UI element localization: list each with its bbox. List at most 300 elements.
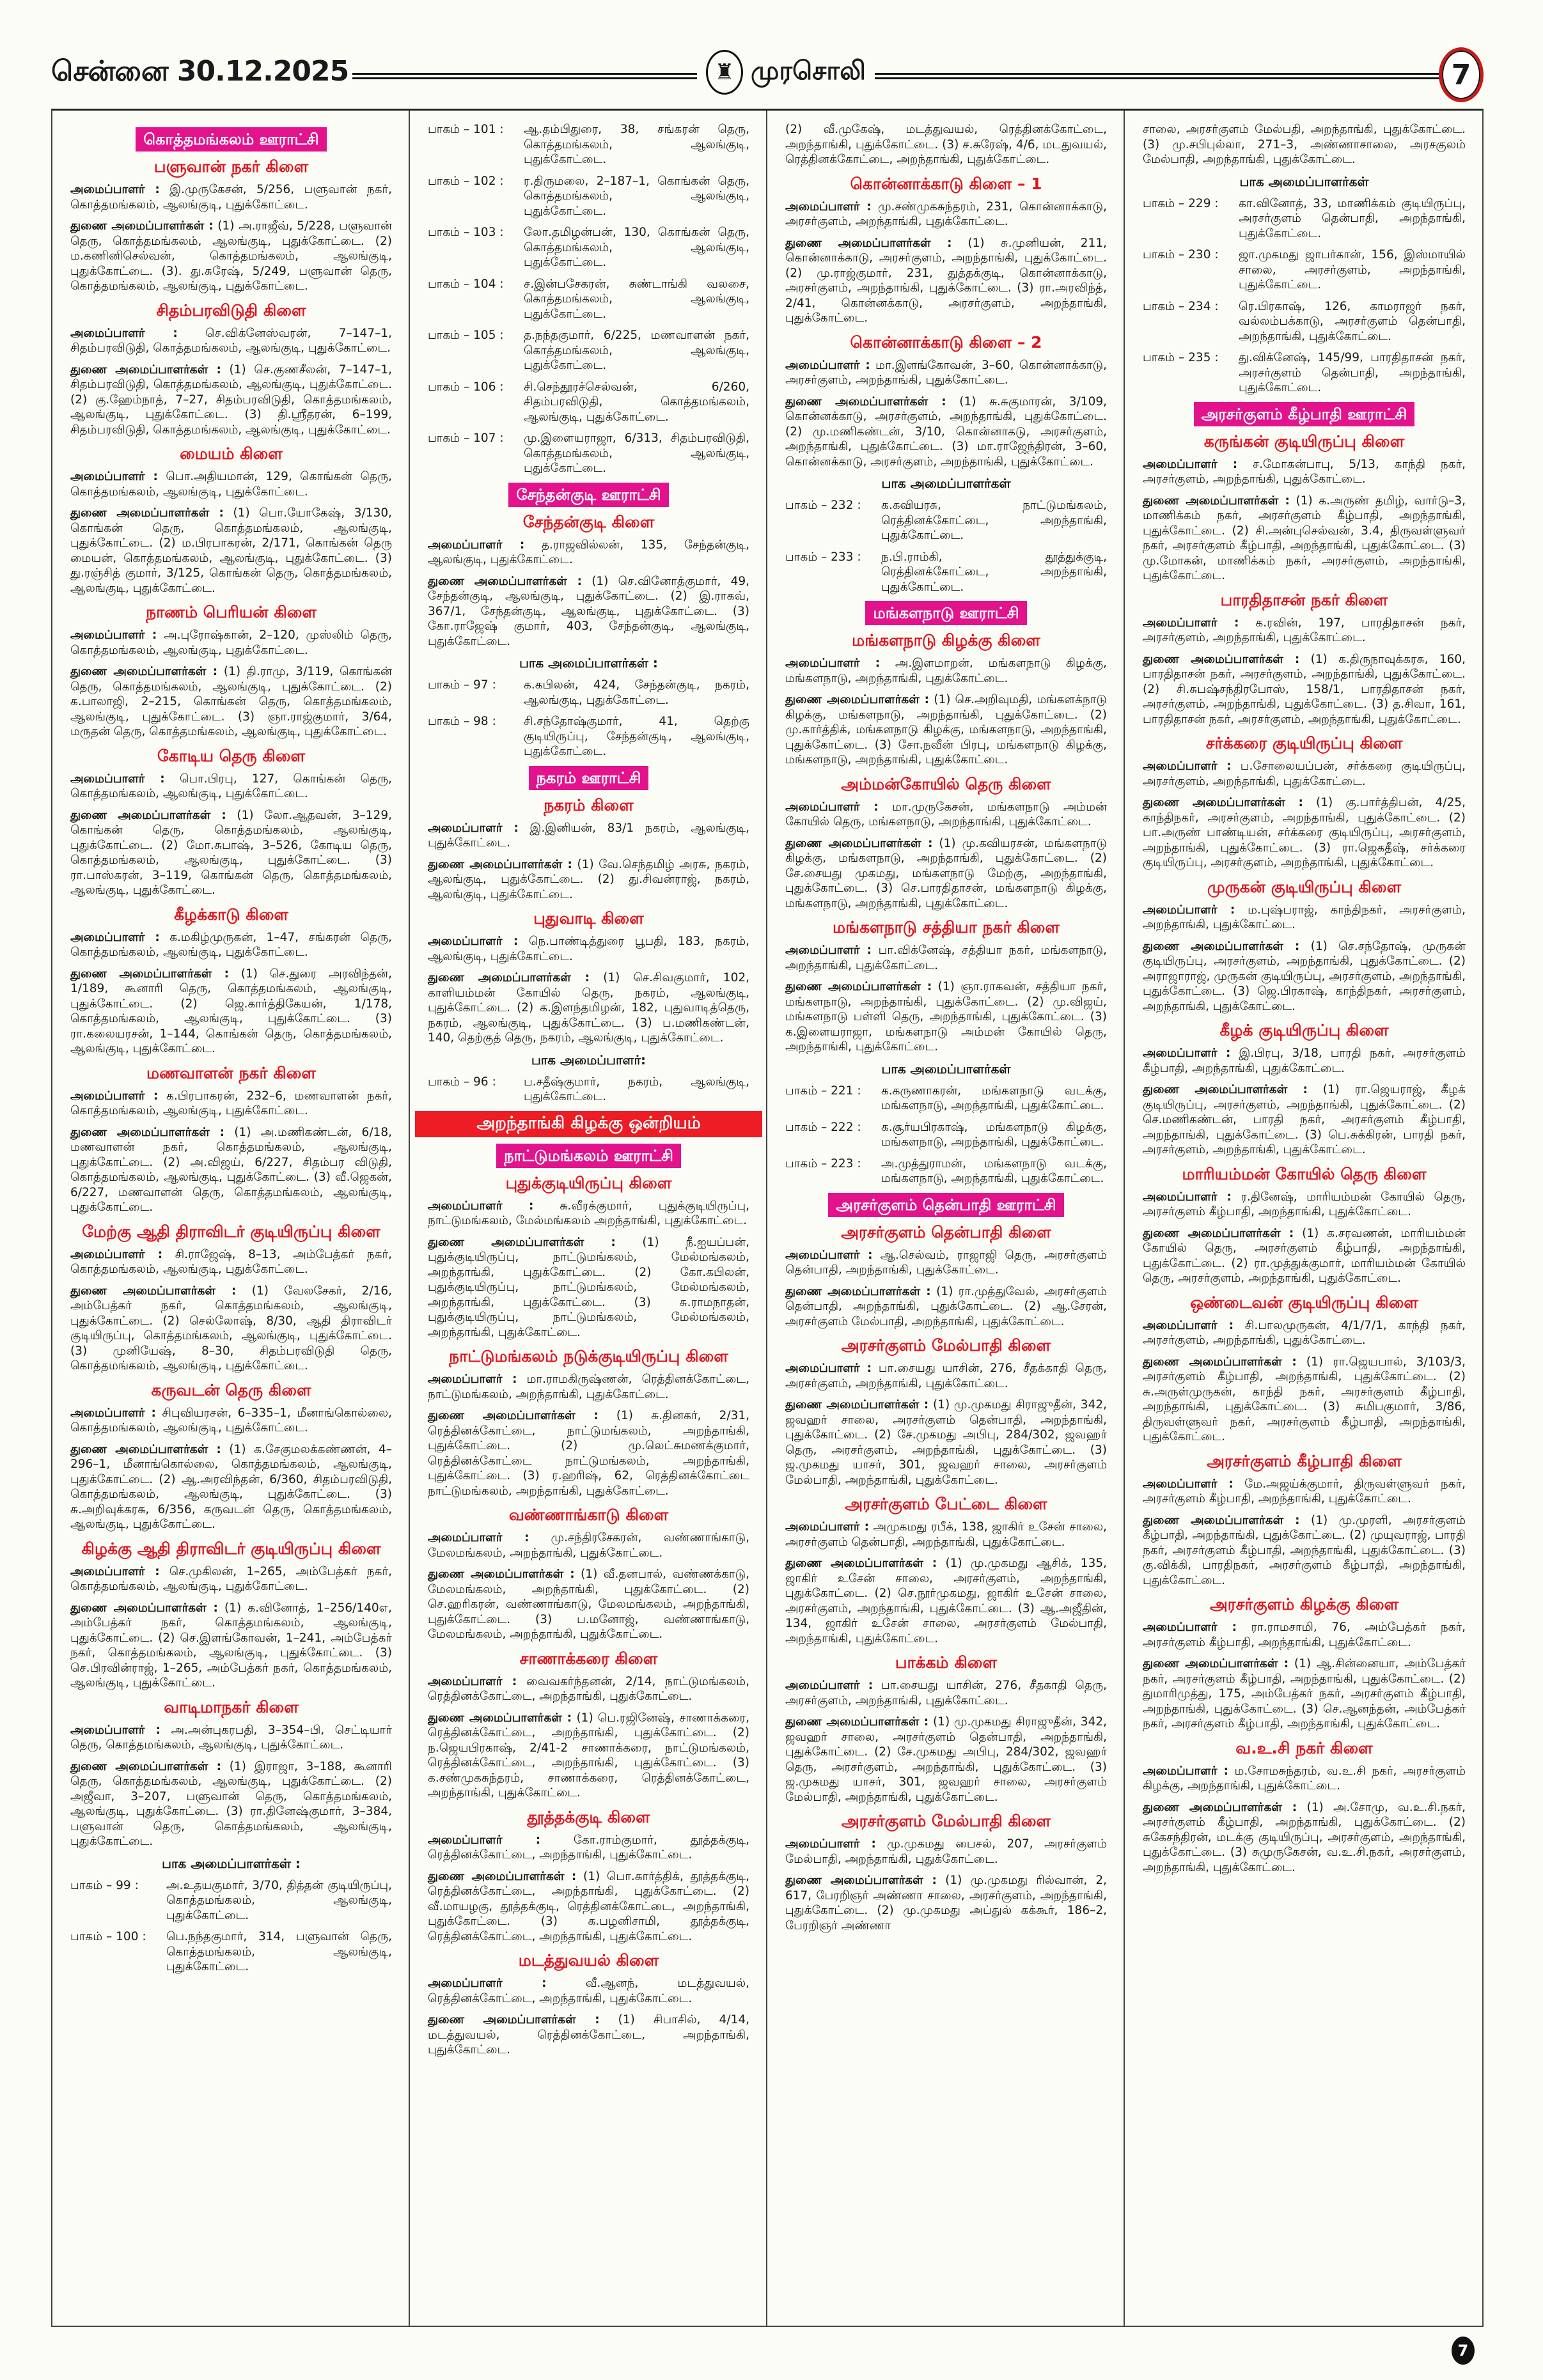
branch-heading: நாட்டுமங்கலம் நடுக்குடியிருப்பு கிளை [449, 1347, 728, 1365]
booth-number-label: பாகம் – 99 : [70, 1878, 139, 1892]
booth-organiser-entry [1143, 350, 1466, 396]
panchayat-heading: மங்களநாடு ஊராட்சி [865, 601, 1026, 625]
organiser-details: அ.இளமாறன், மங்களநாடு கிழக்கு, மங்களநாடு, அறந்தாங்கி, புதுக்கோட்டை. [785, 657, 1107, 685]
booth-number-label: பாகம் – 235 : [1143, 351, 1219, 364]
booth-organiser-entry [428, 1075, 749, 1105]
booth-number-label: பாகம் – 229 : [1143, 196, 1219, 210]
booth-organiser-details: த.நந்தகுமார், 6/225, மணவாளன் நகர், கொத்தமங்கலம், ஆலங்குடி, புதுக்கோட்டை. [524, 329, 749, 372]
role-label: அமைப்பாளர் : [70, 1723, 161, 1737]
role-label: அமைப்பாளர் : [1143, 903, 1235, 917]
branch-heading: கருங்கன் குடியிருப்பு கிளை [1203, 432, 1405, 451]
organiser-details: பா.சையது யாசின், 276, சீதக்காதி தெரு, அரசர்குளம், அறந்தாங்கி, புதுக்கோட்டை. [785, 1362, 1107, 1390]
content-columns [51, 109, 1484, 2327]
organiser-entry [1143, 795, 1466, 871]
booth-organiser-details: க.கருணாகரன், மங்களநாடு வடக்கு, மங்களநாடு, அறந்தாங்கி, புதுக்கோட்டை. [881, 1084, 1107, 1112]
organiser-entry [428, 1711, 749, 1801]
booth-organisers-heading: பாக அமைப்பாளர்: [531, 1052, 646, 1068]
role-label: துணை அமைப்பாளர்கள் : [428, 1409, 599, 1422]
organiser-entry [785, 836, 1107, 912]
panchayat-heading: நாட்டுமங்கலம் ஊராட்சி [496, 1144, 681, 1168]
organiser-details: (1) ஞா.ராகவன், சத்தியா நகர், மங்களநாடு, அறந்தாங்கி, புதுக்கோட்டை. (2) மு.விஜய், மங்களநாடு பள்ளி தெரு, அறந்தாங்கி, புதுக்கோட்டை. (3) க.இளையராஜா, மங்களநாடு அம்மன் கோயில் தெரு, அறந்தாங்கி, புதுக்கோட்டை. [785, 980, 1107, 1054]
organiser-entry [428, 1408, 749, 1498]
booth-organiser-entry [1143, 196, 1466, 242]
organiser-entry [785, 122, 1107, 167]
role-label: துணை அமைப்பாளர்கள் : [1143, 1083, 1308, 1096]
organiser-details: பா.சையது யாசின், 276, சீதகாதி தெரு, அரசர்குளம், அறந்தாங்கி, புதுக்கோட்டை. [785, 1679, 1107, 1707]
branch-heading: நாணம் பெரியன் கிளை [146, 603, 317, 621]
branch-heading: அம்மன்கோயில் தெரு கிளை [841, 774, 1051, 793]
role-label: அமைப்பாளர் : [428, 538, 525, 552]
booth-organiser-entry [785, 1120, 1107, 1150]
organiser-details: (1) சிபாசில், 4/14, மடத்துவயல், ரெத்தினக்கோட்டை, அறந்தாங்கி, புதுக்கோட்டை. [428, 2013, 749, 2057]
organiser-details: வீ.ஆனந், மடத்துவயல், ரெத்தினக்கோட்டை, அறந்தாங்கி, புதுக்கோட்டை. [428, 1977, 749, 2005]
organiser-entry [70, 506, 392, 596]
booth-organiser-details: அ.உதயகுமார், 3/70, தித்தன் குடியிருப்பு, கொத்தமங்கலம், ஆலங்குடி, புதுக்கோட்டை. [166, 1878, 392, 1922]
organiser-details: ச.மோகன்பாபு, 5/13, காந்தி நகர், அரசர்குளம், அறந்தாங்கி, புதுக்கோட்டை. [1143, 457, 1466, 486]
organiser-entry [70, 1125, 392, 1215]
role-label: துணை அமைப்பாளர்கள் : [70, 1601, 218, 1615]
role-label: துணை அமைப்பாளர்கள் : [70, 665, 218, 678]
organiser-entry [70, 930, 392, 960]
branch-heading: வாடிமாநகர் கிளை [164, 1697, 299, 1716]
column-4 [1125, 111, 1482, 2326]
branch-heading: மடத்துவயல் கிளை [518, 1951, 659, 1970]
branch-heading: மையம் கிளை [180, 444, 283, 463]
booth-organiser-details: அ.முத்துராமன், மங்களநாடு வடக்கு, மங்களநாடு, அறந்தாங்கி, புதுக்கோட்டை. [881, 1156, 1107, 1185]
organiser-details: ர.தினேஷ், மாரியம்மன் கோயில் தெரு, அரசர்குளம் கீழ்பாதி, அறந்தாங்கி, புதுக்கோட்டை. [1143, 1190, 1466, 1218]
role-label: அமைப்பாளர் : [70, 1089, 159, 1103]
booth-number-label: பாகம் – 221 : [785, 1084, 861, 1098]
organiser-details: (1) நீ.ஐயப்பன், புதுக்குடியிருப்பு, நாட்டுமங்கலம், மேல்மங்கலம், அறந்தாங்கி, புதுக்கோட்டை. (2) கோ.கபிலன், புதுக்குடியிருப்பு, நாட்டுமங்கலம், மேல்மங்கலம், அறந்தாங்கி, புதுக்கோட்டை. (3) சு.ராமநாதன், புதுக்குடியிருப்பு, நாட்டுமங்கலம், மேல்மங்கலம், அறந்தாங்கி, புதுக்கோட்டை. [428, 1235, 749, 1339]
organiser-details: மா.ராமகிருஷ்ணன், ரெத்தினக்கோட்டை, நாட்டுமங்கலம், அறந்தாங்கி, புதுக்கோட்டை. [428, 1373, 749, 1401]
organiser-details: (1) பொ.கார்த்திக், தூத்தக்குடி, ரெத்தினக்கோட்டை, அறந்தாங்கி, புதுக்கோட்டை. (2) வீ.மாயழகு, தூத்தக்குடி, ரெத்தினக்கோட்டை, அறந்தாங்கி, புதுக்கோட்டை. (3) க.பழனிசாமி, தூத்தக்குடி, ரெத்தினக்கோட்டை, அறந்தாங்கி, புதுக்கோட்டை. [428, 1869, 749, 1943]
organiser-entry [428, 1674, 749, 1704]
organiser-entry [428, 1199, 749, 1229]
role-label: துணை அமைப்பாளர்கள் : [1143, 1657, 1289, 1670]
organiser-entry [785, 1873, 1107, 1933]
role-label: அமைப்பாளர் : [1143, 616, 1239, 630]
organiser-details: பொ.பிரபு, 127, கொங்கன் தெரு, கொத்தமங்கலம், ஆலங்குடி, புதுக்கோட்டை. [70, 772, 392, 800]
organiser-details: செ.விக்னேஸ்வரன், 7–147–1, சிதம்பரவிடுதி, கொத்தமங்கலம், ஆலங்குடி, புதுக்கோட்டை. [70, 326, 392, 355]
booth-organiser-entry [1143, 299, 1466, 345]
role-label: துணை அமைப்பாளர்கள் : [1143, 939, 1300, 953]
role-label: அமைப்பாளர் : [1143, 1318, 1234, 1332]
organiser-details: (1) செ.துரை அரவிந்தன், 1/189, கூனாரி தெரு, கொத்தமங்கலம், ஆலங்குடி, புதுக்கோட்டை. (2) ஜெ.கார்த்திகேயன், 1/178, கொத்தமங்கலம், ஆலங்குடி, புதுக்கோட்டை. (3) ரா.கலையரசன், 1–144, கொங்கன் தெரு, கொத்தமங்கலம், ஆலங்குடி, புதுக்கோட்டை. [70, 967, 392, 1055]
organiser-entry [1143, 1046, 1466, 1076]
organiser-entry [785, 199, 1107, 229]
organiser-entry [70, 772, 392, 802]
role-label: அமைப்பாளர் : [428, 1674, 517, 1688]
booth-organiser-details: து.விக்னேஷ், 145/99, பாரதிதாசன் நகர், அரசர்குளம் தென்பாதி, அறந்தாங்கி, புதுக்கோட்டை. [1239, 351, 1466, 394]
branch-heading: கொன்னாக்காடு கிளை – 2 [850, 332, 1042, 352]
organiser-entry [428, 1833, 749, 1863]
organiser-entry [785, 979, 1107, 1055]
organiser-entry [428, 934, 749, 964]
organiser-details: பா.விக்னேஷ், சத்தியா நகர், மங்களநாடு, அறந்தாங்கி, புதுக்கோட்டை. [785, 944, 1107, 972]
role-label: துணை அமைப்பாளர்கள் : [70, 219, 214, 233]
role-label: அமைப்பாளர் : [70, 1247, 163, 1261]
role-label: துணை அமைப்பாளர்கள் : [785, 1874, 937, 1887]
organiser-entry [428, 821, 749, 851]
role-label: துணை அமைப்பாளர்கள் : [785, 394, 946, 408]
role-label: அமைப்பாளர் : [428, 1373, 517, 1386]
booth-number-label: பாகம் – 234 : [1143, 299, 1219, 313]
branch-heading: வ.உ.சி நகர் கிளை [1235, 1738, 1373, 1757]
organiser-entry [1143, 1477, 1466, 1507]
booth-organiser-entry [70, 1929, 392, 1975]
organiser-details: (1) சு.தினகர், 2/31, ரெத்தினக்கோட்டை, நாட்டுமங்கலம், அறந்தாங்கி, புதுக்கோட்டை. (2) மு.லெட்சுமணக்குமார், ரெத்தினக்கோட்டை நாட்டுமங்கலம், அறந்தாங்கி, புதுக்கோட்டை. (3) ர.ஹரிஷ், 62, ரெத்தினக்கோட்டை நாட்டுமங்கலம், அறந்தாங்கி, புதுக்கோட்டை. [428, 1409, 749, 1498]
branch-heading: பாக்கம் கிளை [895, 1653, 998, 1672]
organiser-details: சி.ராஜேஷ், 8–13, அம்பேத்கர் நகர், கொத்தமங்கலம், ஆலங்குடி, புதுக்கோட்டை. [70, 1247, 392, 1276]
booth-organiser-entry [428, 328, 749, 373]
booth-organiser-entry [1143, 247, 1466, 293]
role-label: துணை அமைப்பாளர்கள் : [70, 362, 221, 377]
booth-organiser-details: ர.திருமலை, 2–187–1, கொங்கன் தெரு, கொத்தமங்கலம், ஆலங்குடி, புதுக்கோட்டை. [524, 174, 749, 218]
organiser-details: ப.சோலையப்பன், சர்க்கரை குடியிருப்பு, அரசர்குளம், அறந்தாங்கி, புதுக்கோட்டை. [1143, 759, 1466, 788]
role-label: துணை அமைப்பாளர்கள் : [785, 1398, 929, 1412]
organiser-details: (1) மு.முகமது சிராஜுதீன், 342, ஜவஹர் சாலை, அரசர்குளம் தென்பாதி, அறந்தாங்கி, புதுக்கோட்டை. (2) சே.முகமது அபிபு, 284/302, ஜவஹர் தெரு, அரசர்குளம், அறந்தாங்கி, புதுக்கோட்டை. (3) ஜ.முகமது யாசர், 301, ஜவஹர் சாலை, அரசர்குளம் மேல்பாதி, அறந்தாங்கி, புதுக்கோட்டை. [785, 1715, 1107, 1804]
branch-heading: அரசர்குளம் மேல்பாதி கிளை [841, 1812, 1051, 1830]
panchayat-heading: கொத்தமங்கலம் ஊராட்சி [136, 127, 326, 152]
organiser-details: (1) லோ.ஆதவன், 3–129, கொங்கன் தெரு, கொத்தமங்கலம், ஆலங்குடி, புதுக்கோட்டை. (2) மோ.சுபாஷ், 3–526, கோடிய தெரு, கொத்தமங்கலம், ஆலங்குடி, புதுக்கோட்டை. (3) ரா.பாஸ்கரன், 3–119, கொங்கன் தெரு, கொத்தமங்கலம், ஆலங்குடி, புதுக்கோட்டை. [70, 808, 392, 897]
organiser-details: பொ.அதியமான், 129, கொங்கன் தெரு, கொத்தமங்கலம், ஆலங்குடி, புதுக்கோட்டை. [70, 470, 392, 499]
booth-organiser-entry [428, 225, 749, 270]
role-label: அமைப்பாளர் : [785, 1248, 873, 1262]
organiser-entry [428, 1235, 749, 1341]
booth-organisers-heading: பாக அமைப்பாளர்கள் [881, 476, 1011, 491]
booth-organisers-heading: பாக அமைப்பாளர்கள் [881, 1061, 1011, 1077]
booth-number-label: பாகம் – 101 : [428, 123, 504, 136]
booth-organiser-entry [428, 714, 749, 759]
role-label: துணை அமைப்பாளர்கள் : [70, 1125, 225, 1139]
role-label: அமைப்பாளர் : [70, 1564, 160, 1578]
organiser-details: க.மகிழ்முருகன், 1–47, சங்கரன் தெரு, கொத்தமங்கலம், ஆலங்குடி, புதுக்கோட்டை. [70, 930, 392, 959]
role-label: துணை அமைப்பாளர்கள் : [428, 857, 572, 871]
organiser-details: (1) க.வினோத், 1–256/140எ, அம்பேத்கர் நகர், கொத்தமங்கலம், ஆலங்குடி, புதுக்கோட்டை. (2) செ.இளங்கோவன், 1–241, அம்பேத்கர் நகர், கொத்தமங்கலம், ஆலங்குடி, புதுக்கோட்டை. (3) செ.பிரவின்ராஜ், 1–265, அம்பேத்கர் நகர், கொத்தமங்கலம், ஆலங்குடி, புதுக்கோட்டை. [70, 1601, 392, 1690]
role-label: அமைப்பாளர் : [1143, 1621, 1237, 1634]
role-label: துணை அமைப்பாளர்கள் : [428, 971, 590, 984]
organiser-entry [428, 574, 749, 649]
organiser-details: த.ராஜவில்லன், 135, சேந்தன்குடி, ஆலங்குடி, புதுக்கோட்டை. [428, 538, 749, 566]
role-label: அமைப்பாளர் : [428, 821, 519, 835]
role-label: அமைப்பாளர் : [785, 1679, 873, 1692]
organiser-entry [1143, 759, 1466, 789]
page-number-badge: 7 [1439, 47, 1484, 102]
organiser-entry [70, 967, 392, 1057]
role-label: அமைப்பாளர் : [785, 199, 872, 214]
organiser-entry [1143, 1656, 1466, 1732]
organiser-entry [428, 1530, 749, 1560]
role-label: துணை அமைப்பாளர்கள் : [1143, 1355, 1297, 1369]
role-label: அமைப்பாளர் : [785, 800, 879, 814]
booth-organiser-details: சி.செந்தூரச்செல்வன், 6/260, சிதம்பரவிடுதி, கொத்தமங்கலம், ஆலங்குடி, புதுக்கோட்டை. [524, 380, 749, 424]
organiser-entry [70, 1759, 392, 1849]
role-label: துணை அமைப்பாளர்கள் : [1143, 796, 1303, 809]
role-label: துணை அமைப்பாளர்கள் : [428, 1235, 616, 1249]
booth-organiser-details: ந.பி.ராம்கி, தூத்துக்குடி, ரெத்தினக்கோட்டை, அறந்தாங்கி, புதுக்கோட்டை. [881, 550, 1107, 594]
role-label: துணை அமைப்பாளர்கள் : [428, 1869, 577, 1883]
role-label: அமைப்பாளர் : [785, 1520, 870, 1534]
booth-organiser-details: க.சூர்யபிரகாஷ், மங்களநாடு கிழக்கு, மங்களநாடு, அறந்தாங்கி, புதுக்கோட்டை. [881, 1120, 1107, 1149]
role-label: துணை அமைப்பாளர்கள் : [428, 574, 583, 588]
branch-heading: மங்களநாடு கிழக்கு கிளை [852, 631, 1040, 649]
role-label: துணை அமைப்பாளர்கள் : [428, 1711, 572, 1725]
organiser-details: (1) செ.சிவகுமார், 102, காளியம்மன் கோயில் தெரு, நகரம், ஆலங்குடி, புதுக்கோட்டை. (2) க.இளந்தமிழன், 182, புதுவாடித்தெரு, நகரம், ஆலங்குடி, புதுக்கோட்டை. (3) ப.மணிகண்டன், 140, தெற்குத் தெரு, நகரம், ஆலங்குடி, புதுக்கோட்டை. [428, 971, 749, 1045]
organiser-details: (1) பெ.ரஜினேஷ், சாணாக்கரை, ரெத்தினக்கோட்டை, அறந்தாங்கி, புதுக்கோட்டை. (2) ந.ஜெயபிரகாஷ், 2/41-2 சாணாக்கரை, நாட்டுமங்கலம், ரெத்தினக்கோட்டை, அறந்தாங்கி, புதுக்கோட்டை. (3) க.சண்முகசுந்தரம், சாணாக்கரை, ரெத்தினக்கோட்டை, அறந்தாங்கி, புதுக்கோட்டை. [428, 1711, 749, 1800]
column-2 [410, 111, 767, 2326]
organiser-entry [785, 692, 1107, 768]
organiser-details: சி.பாலமுருகன், 4/1/7/1, காந்தி நகர், அரசர்குளம், அறந்தாங்கி, புதுக்கோட்டை. [1143, 1318, 1466, 1347]
organiser-details: (1) மு.கவியரசன், மங்களநாடு கிழக்கு, மங்களநாடு, அறந்தாங்கி, புதுக்கோட்டை. (2) சே.சையது முகமது, மங்களநாடு மேற்கு, அறந்தாங்கி, புதுக்கோட்டை. (3) செ.பாரதிதாசன், மங்களநாடு கிழக்கு, மங்களநாடு, அறந்தாங்கி, புதுக்கோட்டை. [785, 836, 1107, 910]
organiser-details: செ.முகிலன், 1–265, அம்பேத்கர் நகர், கொத்தமங்கலம், ஆலங்குடி, புதுக்கோட்டை. [70, 1564, 392, 1593]
organiser-details: (1) அ.மணிகண்டன், 6/18, மணவாளன் நகர், கொத்தமங்கலம், ஆலங்குடி, புதுக்கோட்டை. (2) அ.விஜய், 6/227, சிதம்பர விடுதி, கொத்தமங்கலம், ஆலங்குடி, புதுக்கோட்டை. (3) வீ.ஜெகன், 6/227, மணவாளன் தெரு, கொத்தமங்கலம், ஆலங்குடி, புதுக்கோட்டை. [70, 1125, 392, 1214]
booth-organiser-details: ஜா.முகமது ஜாபர்கான், 156, இஸ்மாயில் சாலை, அரசர்குளம், அறந்தாங்கி, புதுக்கோட்டை. [1239, 248, 1466, 292]
booth-organiser-entry [70, 1878, 392, 1924]
organiser-details: (1) பொ.யோகேஷ், 3/130, கொங்கன் தெரு, கொத்தமங்கலம், ஆலங்குடி, புதுக்கோட்டை. (2) ம.பிரபாகரன், 2/171, கொங்கன் தெரு மையன், கொத்தமங்கலம், ஆலங்குடி, புதுக்கோட்டை. (3) து.ரஞ்சித் குமார், 3/125, கொங்கன் தெரு, கொத்தமங்கலம், ஆலங்குடி, புதுக்கோட்டை. [70, 506, 392, 595]
organiser-entry [70, 362, 392, 438]
organiser-entry [785, 800, 1107, 830]
organiser-entry [1143, 1190, 1466, 1220]
branch-heading: அரசர்குளம் தென்பாதி கிளை [841, 1222, 1051, 1241]
role-label: அமைப்பாளர் : [428, 1531, 529, 1544]
role-label: அமைப்பாளர் : [70, 470, 158, 483]
role-label: அமைப்பாளர் : [785, 657, 881, 670]
organiser-details: அ.அன்புகரபதி, 3–354–பி, செட்டியார் தெரு, கொத்தமங்கலம், ஆலங்குடி, புதுக்கோட்டை. [70, 1723, 392, 1752]
organiser-entry [785, 1556, 1107, 1646]
organiser-details: இ.முருகேசன், 5/256, பளுவான் நகர், கொத்தமங்கலம், ஆலங்குடி, புதுக்கோட்டை. [70, 183, 392, 212]
organiser-details: (1) மு.முகமது சிராஜுதீன், 342, ஜவஹர் சாலை, அரசர்குளம் தென்பாதி, அறந்தாங்கி, புதுக்கோட்டை. (2) சே.முகமது அபிபு, 284/302, ஜவஹர் தெரு, அரசர்குளம், அறந்தாங்கி, புதுக்கோட்டை. (3) ஜ.முகமது யாசர், 301, ஜவஹர் சாலை, அரசர்குளம் மேல்பாதி, அறந்தாங்கி, புதுக்கோட்டை. [785, 1398, 1107, 1487]
role-label: துணை அமைப்பாளர்கள் : [785, 1557, 937, 1570]
organiser-details: இ.பிரபு, 3/18, பாரதி நகர், அரசர்குளம் கீழ்பாதி, அறந்தாங்கி, புதுக்கோட்டை. [1143, 1046, 1466, 1075]
role-label: துணை அமைப்பாளர்கள் : [428, 1567, 575, 1581]
role-label: துணை அமைப்பாளர்கள் : [428, 2013, 600, 2026]
organiser-details: (2) வீ.முகேஷ், மடத்துவயல், ரெத்தினக்கோட்டை, அறந்தாங்கி, புதுக்கோட்டை. (3) ச.சுரேஷ், 4/6, மடதுவயல், ரெத்தினக்கோட்டை, அறந்தாங்கி, புதுக்கோட்டை. [785, 123, 1107, 166]
organiser-details: (1) க.சரவணன், மாரியம்மன் கோயில் தெரு, அரசர்குளம் கீழ்பாதி, அறந்தாங்கி, புதுக்கோட்டை. (2) ரா.முத்துக்குமார், மாரியம்மன் கோயில் தெரு, அரசர்குளம், அறந்தாங்கி, புதுக்கோட்டை. [1143, 1226, 1466, 1285]
branch-heading: ஒண்டைவன் குடியிருப்பு கிளை [1190, 1293, 1418, 1312]
booth-number-label: பாகம் – 96 : [428, 1075, 496, 1089]
panchayat-heading: நகரம் ஊராட்சி [529, 766, 649, 790]
organiser-details: மு.சந்திரசேகரன், வண்ணாங்காடு, மேலமங்கலம், அறந்தாங்கி, புதுக்கோட்டை. [428, 1531, 749, 1560]
organiser-entry [70, 326, 392, 356]
organiser-entry [70, 664, 392, 740]
organiser-details: (1) அ.சோமு, வ.உ.சி.நகர், அரசர்குளம் கீழ்பாதி, அறந்தாங்கி, புதுக்கோட்டை. (2) சுகேசந்திரன், மடக்கு குடியிருப்பு, அரசர்குளம், அறந்தாங்கி, புதுக்கோட்டை. (3) சுமுருகேசன், வ.உ.சி.நகர், அரசர்குளம், அறந்தாங்கி, புதுக்கோட்டை. [1143, 1800, 1466, 1874]
organiser-details: (1) ரா.ஜெயராஜ், கீழக் குடியிருப்பு, அரசர்குளம், அறந்தாங்கி, புதுக்கோட்டை. (2) செ.மணிகண்டன், பாரதி நகர், அரசர்குளம் கீழ்பாதி, அறந்தாங்கி, புதுக்கோட்டை. (3) பெ.சுக்கிரன், பாரதி நகர், அரசர்குளம், அறந்தாங்கி, புதுக்கோட்டை. [1143, 1083, 1466, 1156]
booth-number-label: பாகம் – 98 : [428, 715, 496, 728]
organiser-entry [428, 970, 749, 1046]
role-label: துணை அமைப்பாளர்கள் : [785, 1284, 931, 1298]
organiser-entry [1143, 1082, 1466, 1158]
organiser-details: வைவகர்ந்தனன், 2/14, நாட்டுமங்கலம், ரெத்தினக்கோட்டை, அறந்தாங்கி, புதுக்கோட்டை. [428, 1674, 749, 1703]
booth-number-label: பாகம் – 107 : [428, 432, 504, 445]
organiser-entry [785, 1397, 1107, 1488]
organiser-entry [785, 236, 1107, 326]
organiser-details: (1) ரா.முத்துவேல், அரசர்குளம் தென்பாதி, அறந்தாங்கி, புதுக்கோட்டை. (2) ஆ.சேரன், அரசர்குளம் மேல்பாதி, அறந்தாங்கி, புதுக்கோட்டை. [785, 1284, 1107, 1328]
branch-heading: சர்க்கரை குடியிருப்பு கிளை [1205, 734, 1403, 752]
organiser-entry [785, 943, 1107, 973]
booth-organisers-heading: பாக அமைப்பாளர்கள் : [162, 1855, 301, 1871]
organiser-entry [70, 1442, 392, 1532]
organiser-entry [785, 1678, 1107, 1708]
booth-organiser-entry [785, 498, 1107, 543]
organiser-details: கோ.ராம்குமார், தூத்தக்குடி, ரெத்தினக்கோட்டை, அறந்தாங்கி, புதுக்கோட்டை. [428, 1833, 749, 1862]
organiser-entry [785, 1520, 1107, 1550]
organiser-details: (1) செ.குணசீலன், 7–147–1, சிதம்பரவிடுதி, கொத்தமங்கலம், ஆலங்குடி, புதுக்கோட்டை. (2) கு.ஹேம்நாத், 7–27, சிதம்பரவிடுதி, கொத்தமங்கலம், ஆலங்குடி, புதுக்கோட்டை. (3) தி.ஸ்ரீதரன், 6–199, சிதம்பரவிடுதி, கொத்தமங்கலம், ஆலங்குடி, புதுக்கோட்டை. [70, 362, 392, 437]
organiser-details: (1) கு.பார்த்திபன், 4/25, காந்திநகர், அரசர்குளம், அறந்தாங்கி, புதுக்கோட்டை. (2) பா.அருண் பாண்டியன், சர்க்கரை குடியிருப்பு, அரசர்குளம், அறந்தாங்கி, புதுக்கோட்டை. (3) ரா.ஜெகதீஷ், சர்க்கரை குடியிருப்பு, அரசர்குளம், அறந்தாங்கி, புதுக்கோட்டை. [1143, 796, 1466, 869]
role-label: அமைப்பாளர் : [428, 1199, 534, 1213]
role-label: துணை அமைப்பாளர்கள் : [70, 1759, 222, 1773]
organiser-entry [1143, 1355, 1466, 1445]
role-label: துணை அமைப்பாளர்கள் : [70, 967, 230, 981]
logo-text: முரசொலி [751, 56, 866, 86]
organiser-details: இ.இனியன், 83/1 நகரம், ஆலங்குடி, புதுக்கோட்டை. [428, 821, 749, 850]
booth-organiser-entry [428, 174, 749, 219]
booth-number-label: பாகம் – 232 : [785, 499, 861, 512]
role-label: அமைப்பாளர் : [785, 358, 870, 372]
branch-heading: மாரியம்மன் கோயில் தெரு கிளை [1182, 1164, 1427, 1183]
role-label: அமைப்பாளர் : [70, 1406, 156, 1420]
branch-heading: நகரம் கிளை [544, 795, 634, 814]
organiser-entry [70, 1089, 392, 1119]
branch-heading: பளுவான் நகர் கிளை [153, 157, 309, 176]
branch-heading: அரசர்குளம் கிழக்கு கிளை [1209, 1595, 1399, 1614]
organiser-details: மு.முகமது பைசல், 207, அரசர்குளம் மேல்பாதி, அறந்தாங்கி, புதுக்கோட்டை. [785, 1837, 1107, 1866]
organiser-details: (1) இராஜா, 3–188, கூனாரி தெரு, கொத்தமங்கலம், ஆலங்குடி, புதுக்கோட்டை. (2) அஜீவா, 3–207, பளுவான் தெரு, கொத்தமங்கலம், ஆலங்குடி, புதுக்கோட்டை. (3) ரா.தினேஷ்குமார், 3–384, பளுவான் தெரு, கொத்தமங்கலம், ஆலங்குடி, புதுக்கோட்டை. [70, 1759, 392, 1848]
booth-organiser-entry [785, 1084, 1107, 1114]
organiser-details: அ.புரோஷ்கான், 2–120, முஸ்லிம் தெரு, கொத்தமங்கலம், ஆலங்குடி, புதுக்கோட்டை. [70, 628, 392, 657]
branch-heading: கோடிய தெரு கிளை [157, 746, 306, 765]
organiser-entry [70, 1723, 392, 1753]
organiser-details: மு.சண்முகசுந்தரம், 231, கொன்னாக்காடு, அரசர்குளம், அறந்தாங்கி, புதுக்கோட்டை. [785, 199, 1107, 228]
booth-organisers-heading: பாக அமைப்பாளர்கள் [1239, 173, 1369, 189]
organiser-details: ம.புஷ்பராஜ், காந்திநகர், அரசர்குளம், அறந்தாங்கி, புதுக்கோட்டை. [1143, 903, 1466, 931]
role-label: அமைப்பாளர் : [1143, 1190, 1232, 1204]
branch-heading: கீழக் குடியிருப்பு கிளை [1219, 1021, 1389, 1039]
role-label: அமைப்பாளர் : [1143, 1764, 1228, 1778]
panchayat-heading: சேந்தன்குடி ஊராட்சி [508, 483, 668, 507]
role-label: துணை அமைப்பாளர்கள் : [785, 1715, 929, 1729]
organiser-details: (1) தி.ராமு, 3/119, கொங்கன் தெரு, கொத்தமங்கலம், ஆலங்குடி, புதுக்கோட்டை. (2) க.பாலாஜி, 2–215, கொங்கன் தெரு, கொத்தமங்கலம், ஆலங்குடி, புதுக்கோட்டை. (3) ஞா.ராஜ்குமார், 3/64, மருதன் தெரு, கொத்தமங்கலம், ஆலங்குடி, புதுக்கோட்டை. [70, 665, 392, 738]
organiser-entry [785, 358, 1107, 388]
branch-heading: முருகன் குடியிருப்பு கிளை [1207, 877, 1402, 896]
booth-organiser-details: ப.சதீஷ்குமார், நகரம், ஆலங்குடி, புதுக்கோட்டை. [524, 1075, 749, 1103]
organiser-entry [70, 628, 392, 658]
organiser-details: (1) க.திருநாவுக்கரசு, 160, பாரதிதாசன் நகர், அரசர்குளம், அறந்தாங்கி, புதுக்கோட்டை. (2) சி.சுபஷ்சந்திரபோஸ், 158/1, பாரதிதாசன் நகர், அரசர்குளம், அறந்தாங்கி, புதுக்கோட்டை. (3) த.சிவா, 161, பாரதிதாசன் நகர், அரசர்குளம், அறந்தாங்கி, புதுக்கோட்டை. [1143, 652, 1466, 726]
branch-heading: கிழக்கு ஆதி திராவிடர் குடியிருப்பு கிளை [81, 1539, 381, 1558]
organiser-details: (1) ரா.ஜெயபால், 3/103/3, அரசர்குளம் கீழ்பாதி, அறந்தாங்கி, புதுக்கோட்டை. (2) சு.அருள்முருகன், காந்தி நகர், அரசர்குளம் கீழ்பாதி, அறந்தாங்கி, புதுக்கோட்டை. (3) சுமிபகுமார், 3/86, திருவள்ளுவர் நகர், அரசர்குளம் கீழ்பாதி, அறந்தாங்கி, புதுக்கோட்டை. [1143, 1355, 1466, 1443]
footer-page-number: 7 [1452, 2337, 1475, 2365]
branch-heading: புதுவாடி கிளை [533, 909, 644, 928]
organiser-entry [1143, 1764, 1466, 1794]
organiser-details: (1) வேலசேகர், 2/16, அம்பேத்கர் நகர், கொத்தமங்கலம், ஆலங்குடி, புதுக்கோட்டை. (2) செல்லோஷ், 8/30, ஆதி திராவிடர் குடியிருப்பு, கொத்தமங்கலம், ஆலங்குடி, புதுக்கோட்டை. (3) முனியேஷ், 8–30, சிதம்பரவிடுதி தெரு, கொத்தமங்கலம், ஆலங்குடி, புதுக்கோட்டை. [70, 1284, 392, 1373]
organiser-entry [785, 1284, 1107, 1330]
organiser-entry [785, 656, 1107, 686]
booth-number-label: பாகம் – 100 : [70, 1930, 146, 1943]
organiser-details: (1) சு.சுகுமாரன், 3/109, கொன்னக்காடு, அரசர்குளம், அறந்தாங்கி, புதுக்கோட்டை. (2) மு.மணிகண்டன், 3/10, கொன்னாகடு, அரசர்குளம், அறந்தாங்கி, புதுக்கோட்டை. (3) மா.ராஜேந்திரன், 3–60, கொன்னக்காடு, அரசர்குளம், அறந்தாங்கி, புதுக்கோட்டை. [785, 394, 1107, 469]
newspaper-logo [697, 50, 875, 95]
booth-organiser-details: பெ.நந்தகுமார், 314, பளுவான் தெரு, கொத்தமங்கலம், ஆலங்குடி, புதுக்கோட்டை. [166, 1930, 392, 1973]
booth-organiser-details: கா.வினோத், 33, மாணிக்கம் குடியிருப்பு, அரசர்குளம் தென்பாதி, அறந்தாங்கி, புதுக்கோட்டை. [1239, 196, 1466, 240]
branch-heading: பாரதிதாசன் நகர் கிளை [1220, 590, 1388, 609]
booth-organiser-details: ரெ.பிரகாஷ், 126, காமராஜர் நகர், வல்லம்பக்காடு, அரசர்குளம் தென்பாதி, அறந்தாங்கி, புதுக்கோட்டை. [1239, 299, 1466, 343]
role-label: அமைப்பாளர் : [428, 1977, 547, 1990]
organiser-details: நெ.பாண்டித்துரை பூபதி, 183, நகரம், ஆலங்குடி, புதுக்கோட்டை. [428, 935, 749, 963]
organiser-details: (1) க.அருண் தமிழ், வார்டு–3, மாணிக்கம் நகர், அரசர்குளம் கீழ்பாதி, அறந்தாங்கி, புதுக்கோட்டை. (2) சி.அன்புசெல்வன், 3.4, திருவள்ளுவர் நகர், அரசர்குளம் கீழ்பாதி, அறந்தாங்கி, புதுக்கோட்டை. (3) மு.மோகன், மாணிக்கம் நகர், அரசர்குளம், அறந்தாங்கி, புதுக்கோட்டை. [1143, 494, 1466, 582]
booth-number-label: பாகம் – 97 : [428, 678, 496, 692]
role-label: துணை அமைப்பாளர்கள் : [70, 1284, 237, 1298]
branch-heading: சாணாக்கரை கிளை [519, 1649, 658, 1668]
branch-heading: சேந்தன்குடி கிளை [522, 512, 655, 531]
booth-number-label: பாகம் – 102 : [428, 174, 504, 188]
booth-number-label: பாகம் – 105 : [428, 329, 504, 342]
organiser-details: (1) செ.அறிவுமதி, மங்களக்நாடு கிழக்கு, மங்களநாடு, அறந்தாங்கி, புதுக்கோட்டை. (2) மு.கார்த்திக், மங்களநாடு கிழக்கு, மங்களநாடு, அறந்தாங்கி, புதுக்கோட்டை. (3) சோ.நவீன் பிரபு, மங்களநாடு கிழக்கு, மங்களநாடு, அறந்தாங்கி, புதுக்கோட்டை. [785, 693, 1107, 766]
organiser-entry [785, 1837, 1107, 1867]
column-3 [767, 111, 1125, 2326]
branch-heading: புதுக்குடியிருப்பு கிளை [505, 1173, 672, 1192]
organiser-entry [1143, 1226, 1466, 1286]
role-label: துணை அமைப்பாளர்கள் : [1143, 494, 1290, 508]
role-label: அமைப்பாளர் : [1143, 457, 1238, 471]
booth-organiser-details: ச.இன்பசேகரன், சுண்டாங்கி வலசை, கொத்தமங்கலம், ஆலங்குடி, புதுக்கோட்டை. [524, 277, 749, 321]
role-label: அமைப்பாளர் : [70, 183, 160, 196]
role-label: அமைப்பாளர் : [70, 628, 157, 642]
booth-organiser-details: ஆ.தம்பிதுரை, 38, சங்கரன் தெரு, கொத்தமங்கலம், ஆலங்குடி, புதுக்கோட்டை. [524, 123, 749, 166]
organiser-entry [428, 1976, 749, 2006]
organiser-details: ஆ.செல்வம், ராஜாஜி தெரு, அரசர்குளம் தென்பாதி, அறந்தாங்கி, புதுக்கோட்டை. [785, 1248, 1107, 1277]
organiser-entry [428, 2012, 749, 2058]
role-label: அமைப்பாளர் : [785, 1362, 872, 1375]
role-label: அமைப்பாளர் : [70, 930, 160, 944]
organiser-entry [70, 808, 392, 898]
organiser-details: மா.முருகேசன், மங்களநாடு அம்மன் கோயில் தெரு, மங்களநாடு, அறந்தாங்கி, புதுக்கோட்டை. [785, 800, 1107, 828]
booth-number-label: பாகம் – 103 : [428, 226, 504, 239]
branch-heading: தூத்தக்குடி கிளை [527, 1807, 650, 1826]
panchayat-heading: அரசர்குளம் தென்பாதி ஊராட்சி [828, 1193, 1063, 1217]
organiser-entry [428, 1372, 749, 1402]
organiser-details: ரா.ராமசாமி, 76, அம்பேத்கர் நகர், அரசர்குளம் கீழ்பாதி, அறந்தாங்கி, புதுக்கோட்டை. [1143, 1621, 1466, 1649]
organiser-details: (1) வே.செந்தமிழ் அரசு, நகரம், ஆலங்குடி, புதுக்கோட்டை. (2) து.சிவன்ராஜ், நகரம், ஆலங்குடி, புதுக்கோட்டை. [428, 857, 749, 901]
role-label: துணை அமைப்பாளர்கள் : [785, 693, 930, 706]
organiser-entry [428, 1869, 749, 1945]
role-label: அமைப்பாளர் : [70, 326, 178, 340]
organiser-entry [1143, 652, 1466, 727]
branch-heading: மேற்கு ஆதி திராவிடர் குடியிருப்பு கிளை [82, 1222, 380, 1241]
role-label: அமைப்பாளர் : [785, 944, 872, 957]
organiser-details: (1) செ.வினோத்குமார், 49, சேந்தன்குடி, ஆலங்குடி, புதுக்கோட்டை. (2) இ.ராகவ், 367/1, சேந்தன்குடி, ஆலங்குடி, புதுக்கோட்டை. (3) கோ.ராஜேஷ் குமார், 403, சேந்தன்குடி, ஆலங்குடி, புதுக்கோட்டை. [428, 574, 749, 648]
organiser-entry [785, 1248, 1107, 1278]
role-label: துணை அமைப்பாளர்கள் : [1143, 1513, 1300, 1527]
booth-organiser-details: க.கபிலன், 424, சேந்தன்குடி, நகரம், ஆலங்குடி, புதுக்கோட்டை. [524, 678, 749, 707]
organiser-details: சிபுவியரசன், 6–335–1, மீனாங்கொல்லை, கொத்தமங்கலம், ஆலங்குடி, புதுக்கோட்டை. [70, 1406, 392, 1435]
role-label: துணை அமைப்பாளர்கள் : [70, 808, 226, 822]
organiser-entry [428, 538, 749, 568]
booth-organiser-details: லோ.தமிழன்பன், 130, கொங்கன் தெரு, கொத்தமங்கலம், ஆலங்குடி, புதுக்கோட்டை. [524, 226, 749, 269]
organiser-details: சு.வீரக்குமார், புதுக்குடியிருப்பு, நாட்டுமங்கலம், மேல்மங்கலம் அறந்தாங்கி, புதுக்கோட்டை. [428, 1199, 749, 1227]
organiser-entry [70, 1564, 392, 1594]
union-banner: அறந்தாங்கி கிழக்கு ஒன்றியம் [415, 1111, 762, 1137]
role-label: அமைப்பாளர் : [428, 935, 519, 948]
branch-heading: மணவாளன் நகர் கிளை [146, 1063, 316, 1082]
organiser-entry [428, 1567, 749, 1642]
organiser-details: ம.சோமசுந்தரம், வ.உ.சி நகர், அரசர்குளம் கிழக்கு, அறந்தாங்கி, புதுக்கோட்டை. [1143, 1764, 1466, 1793]
booth-organiser-entry [428, 678, 749, 708]
role-label: அமைப்பாளர் : [1143, 759, 1232, 773]
organiser-entry [1143, 457, 1466, 487]
organiser-details: (1) மு.முரளி, அரசர்குளம் கீழ்பாதி, அறந்தாங்கி, புதுக்கோட்டை. (2) முயுவராஜ், பாரதி நகர், அரசர்குளம் கீழ்பாதி, அறந்தாங்கி, புதுக்கோட்டை. (3) கு.விக்கி, பாரதிநகர், அரசர்குளம் கீழ்பாதி, அறந்தாங்கி, புதுக்கோட்டை. [1143, 1513, 1466, 1587]
organiser-entry [1143, 1620, 1466, 1650]
logo-emblem-icon: ♜ [706, 50, 743, 95]
booth-organisers-heading: பாக அமைப்பாளர்கள் : [519, 655, 658, 671]
organiser-details: (1) ஆ.சின்னையா, அம்பேத்கர் நகர், அரசர்குளம் கீழ்பாதி, அறந்தாங்கி, புதுக்கோட்டை. (2) துமாரிமுத்து, 175, அம்பேத்கர் நகர், அரசர்குளம் கீழ்பாதி, அறந்தாங்கி, புதுக்கோட்டை. (3) செ.ஆனந்தன், அம்பேத்கர் நகர், அரசர்குளம் கீழ்பாதி, அறந்தாங்கி, புதுக்கோட்டை. [1143, 1657, 1466, 1731]
